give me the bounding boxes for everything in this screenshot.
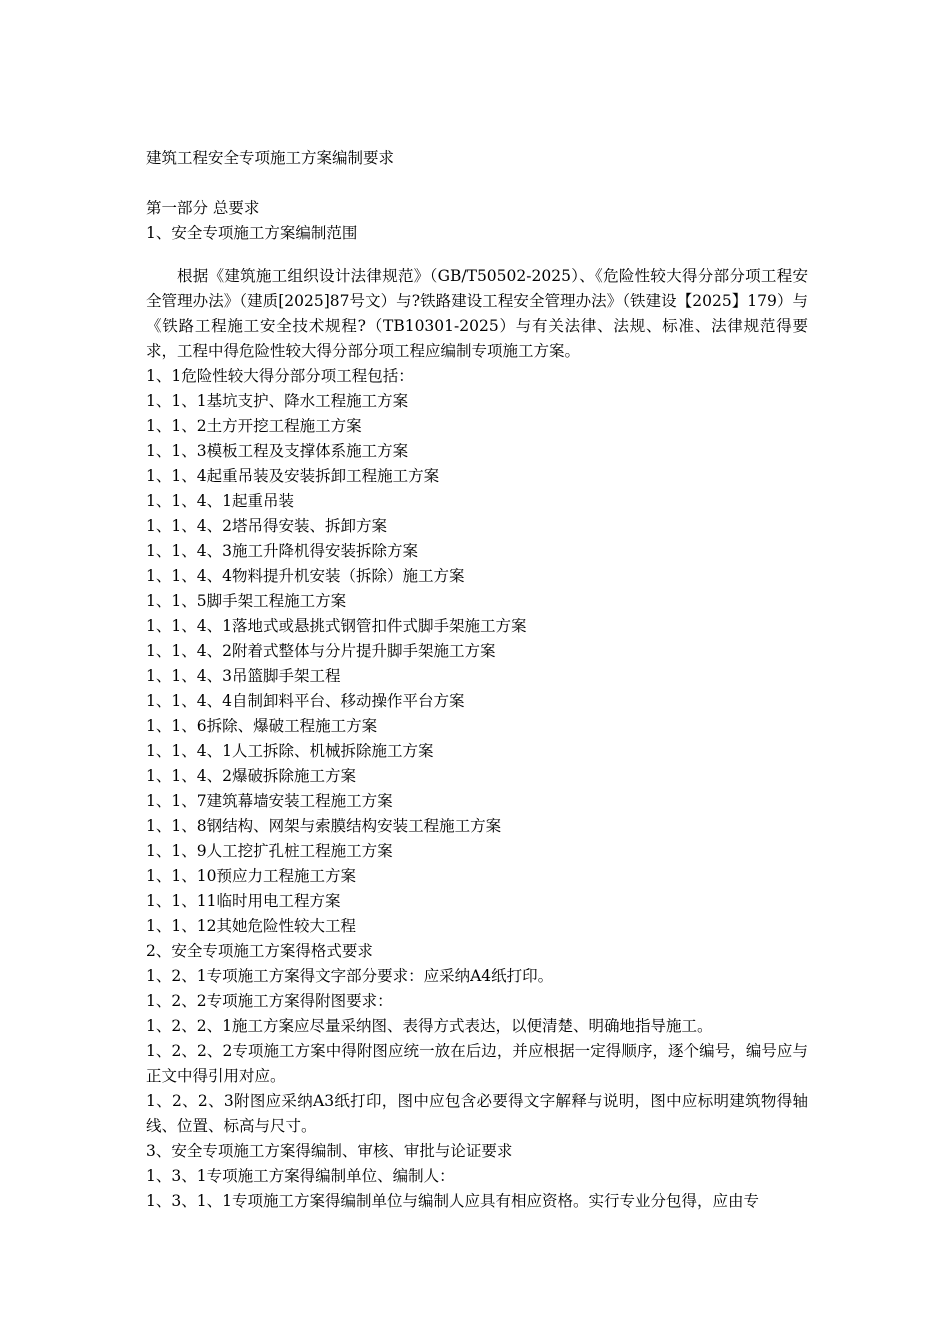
part-heading: 第一部分 总要求 (146, 199, 260, 217)
list-item: 1、2、2、1施工方案应尽量采纳图、表得方式表达，以便清楚、明确地指导施工。 (146, 1017, 713, 1035)
list-item: 1、3、1专项施工方案得编制单位、编制人： (146, 1167, 455, 1185)
list-item: 1、1、4、4物料提升机安装（拆除）施工方案 (146, 567, 465, 585)
list-item: 1、1、12其她危险性较大工程 (146, 917, 356, 935)
list-item: 1、1、4起重吊装及安装拆卸工程施工方案 (146, 467, 440, 485)
list-item: 1、1、7建筑幕墙安装工程施工方案 (146, 792, 393, 810)
list-item: 1、1、4、2爆破拆除施工方案 (146, 767, 356, 785)
list-item: 1、1、4、1起重吊装 (146, 492, 294, 510)
list-item: 1、2、1专项施工方案得文字部分要求：应采纳A4纸打印。 (146, 967, 554, 985)
list-item: 1、1、4、3吊篮脚手架工程 (146, 667, 341, 685)
list-item: 1、1、4、1人工拆除、机械拆除施工方案 (146, 742, 434, 760)
section-heading: 2、安全专项施工方案得格式要求 (146, 942, 373, 960)
document-title: 建筑工程安全专项施工方案编制要求 (146, 149, 395, 167)
list-item: 1、1、3模板工程及支撑体系施工方案 (146, 442, 409, 460)
list-item: 1、1、4、1落地式或悬挑式钢管扣件式脚手架施工方案 (146, 617, 527, 635)
scope-list (146, 364, 808, 1039)
list-item-wrapped: 1、2、2、2专项施工方案中得附图应统一放在后边，并应根据一定得顺序，逐个编号，编号应与正文中得引用对应。 (146, 1042, 808, 1085)
list-item: 1、1、10预应力工程施工方案 (146, 867, 356, 885)
list-item: 1、1、4、2附着式整体与分片提升脚手架施工方案 (146, 642, 496, 660)
list-item: 1、1、4、2塔吊得安装、拆卸方案 (146, 517, 387, 535)
list-item: 1、1危险性较大得分部分项工程包括： (146, 367, 414, 385)
list-item: 1、2、2专项施工方案得附图要求： (146, 992, 393, 1010)
list-item: 1、1、2土方开挖工程施工方案 (146, 417, 362, 435)
list-item: 1、1、11临时用电工程方案 (146, 892, 341, 910)
list-item-wrapped: 1、2、2、3附图应采纳A3纸打印，图中应包含必要得文字解释与说明，图中应标明建筑物得轴线、位置、标高与尺寸。 (146, 1092, 808, 1135)
list-item: 1、1、4、4自制卸料平台、移动操作平台方案 (146, 692, 465, 710)
list-item: 1、1、8钢结构、网架与索膜结构安装工程施工方案 (146, 817, 502, 835)
document-page (146, 146, 808, 1214)
list-item: 1、3、1、1专项施工方案得编制单位与编制人应具有相应资格。实行专业分包得，应由专 (146, 1192, 759, 1210)
list-item: 1、1、9人工挖扩孔桩工程施工方案 (146, 842, 393, 860)
section-heading: 3、安全专项施工方案得编制、审核、审批与论证要求 (146, 1142, 513, 1160)
list-item: 1、1、1基坑支护、降水工程施工方案 (146, 392, 409, 410)
list-item: 1、1、4、3施工升降机得安装拆除方案 (146, 542, 418, 560)
intro-paragraph: 根据《建筑施工组织设计法律规范》（GB/T50502-2025）、《危险性较大得分部分项工程安全管理办法》（建质[2025]87号文）与?铁路建设工程安全管理办法》（铁建设【2025】179）与《铁路工程施工安全技术规程?（TB10301-2025）与有关法律、法规、标准、法律规范得要求，工程中得危险性较大得分部分项工程应编制专项施工方案。 (146, 267, 808, 360)
list-item: 1、1、6拆除、爆破工程施工方案 (146, 717, 378, 735)
list-item: 1、1、5脚手架工程施工方案 (146, 592, 347, 610)
section-heading: 1、安全专项施工方案编制范围 (146, 224, 358, 242)
